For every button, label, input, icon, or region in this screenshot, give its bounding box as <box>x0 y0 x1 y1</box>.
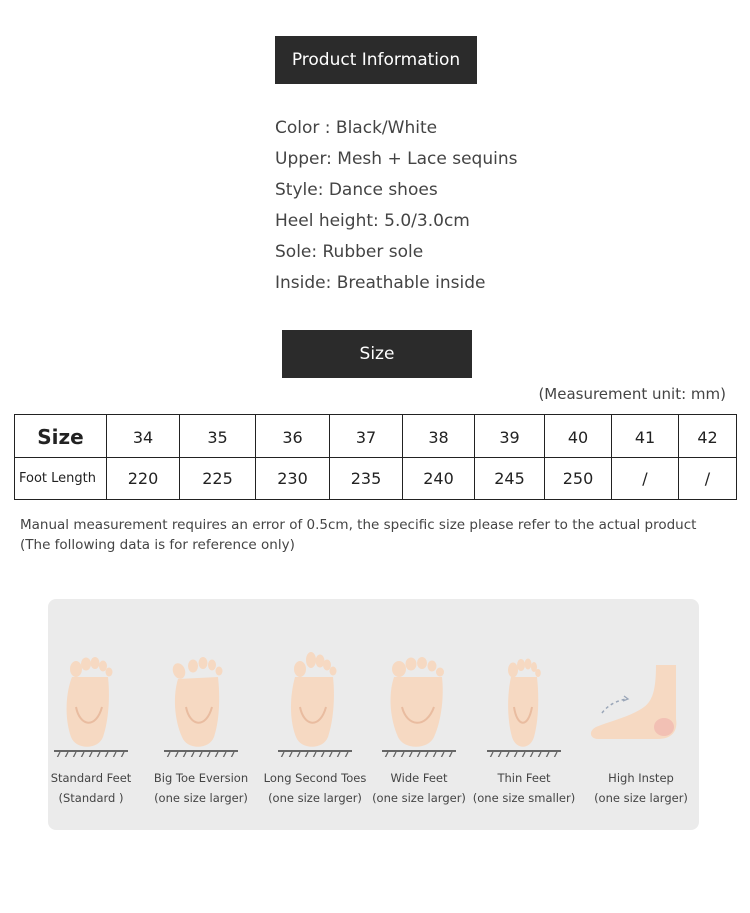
foot-length-cell: 240 <box>403 458 475 500</box>
big-toe-foot-icon <box>146 647 256 757</box>
spec-inside: Inside: Breathable inside <box>275 273 486 293</box>
standard-foot-icon <box>36 647 146 757</box>
foot-length-row-header: Foot Length <box>15 458 107 500</box>
foot-type-label: Standard Feet <box>50 771 132 785</box>
foot-length-cell: 220 <box>107 458 180 500</box>
foot-type-sizing: (one size larger) <box>594 791 688 805</box>
measurement-unit-note: (Measurement unit: mm) <box>538 385 726 403</box>
foot-length-cell: 250 <box>545 458 612 500</box>
spec-upper: Upper: Mesh + Lace sequins <box>275 149 518 169</box>
size-cell: 39 <box>475 415 545 458</box>
spec-color: Color : Black/White <box>275 118 438 138</box>
size-row <box>15 415 737 458</box>
spec-style: Style: Dance shoes <box>275 180 438 200</box>
foot-type-label: Thin Feet <box>497 771 551 785</box>
foot-type-label: Wide Feet <box>390 771 448 785</box>
size-cell: 40 <box>545 415 612 458</box>
foot-type-sizing: (one size smaller) <box>472 791 576 805</box>
long-second-toe-foot-icon <box>260 647 370 757</box>
product-information-title: Product Information <box>275 36 477 84</box>
foot-types-panel <box>48 599 699 830</box>
high-instep-foot-icon <box>586 647 696 757</box>
foot-length-cell: / <box>612 458 679 500</box>
foot-length-row <box>15 458 737 500</box>
foot-type-label: Big Toe Eversion <box>153 771 249 785</box>
foot-length-cell: 225 <box>180 458 256 500</box>
spec-heel-height: Heel height: 5.0/3.0cm <box>275 211 470 231</box>
foot-type-sizing: (one size larger) <box>268 791 362 805</box>
spec-sole: Sole: Rubber sole <box>275 242 424 262</box>
product-spec-list <box>275 115 517 301</box>
wide-foot-icon <box>364 647 474 757</box>
foot-type-label: Long Second Toes <box>263 771 367 785</box>
size-cell: 41 <box>612 415 679 458</box>
size-cell: 42 <box>679 415 737 458</box>
size-cell: 36 <box>256 415 330 458</box>
measurement-disclaimer: Manual measurement requires an error of 0.5cm, the specific size please refer to the actual product (The following data is for reference only) <box>20 517 697 553</box>
size-cell: 37 <box>330 415 403 458</box>
size-row-header: Size <box>15 415 107 458</box>
foot-length-cell: 230 <box>256 458 330 500</box>
foot-length-cell: / <box>679 458 737 500</box>
foot-type-label: High Instep <box>608 771 674 785</box>
foot-type-sizing: (one size larger) <box>154 791 248 805</box>
size-cell: 35 <box>180 415 256 458</box>
thin-foot-icon <box>469 647 579 757</box>
foot-length-cell: 235 <box>330 458 403 500</box>
size-title: Size <box>282 330 472 378</box>
foot-type-sizing: (Standard ) <box>58 791 124 805</box>
foot-type-sizing: (one size larger) <box>372 791 466 805</box>
foot-length-cell: 245 <box>475 458 545 500</box>
size-chart-table <box>14 414 737 500</box>
size-cell: 38 <box>403 415 475 458</box>
size-cell: 34 <box>107 415 180 458</box>
